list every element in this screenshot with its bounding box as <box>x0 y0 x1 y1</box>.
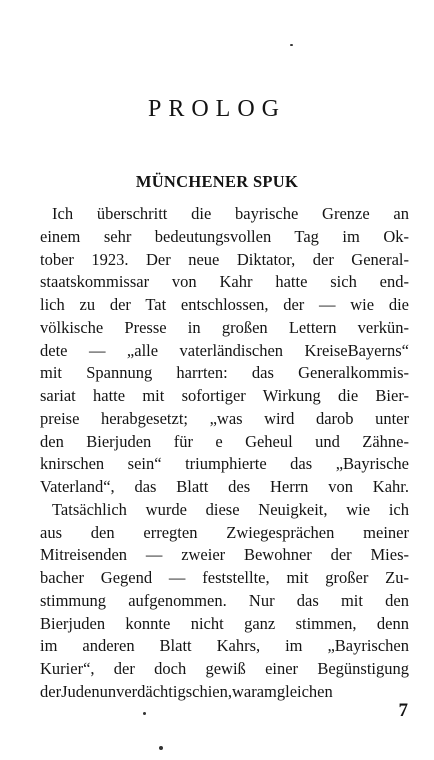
text-line: völkische Presse in großen Lettern verkün- <box>40 317 409 337</box>
text-line: Tatsächlich wurde diese Neuigkeit, wie ich <box>52 499 409 519</box>
ink-speck <box>159 746 163 750</box>
text-line: Bierjuden konnte nicht ganz stimmen, denn <box>40 613 409 633</box>
text-line: derJudenunverdächtigschien,waramgleichen <box>40 681 333 701</box>
text-line: Kurier“, der doch gewiß einer Begünstigung <box>40 659 409 678</box>
text-line: einem sehr bedeutungsvollen Tag im Ok- <box>40 226 409 246</box>
text-line: Mitreisenden — zweier Bewohner der Mies- <box>40 545 409 565</box>
text-line: preise herabgesetzt; „was wird darob unter <box>40 408 409 428</box>
text-line: staatskommissar von Kahr hatte sich end- <box>40 272 409 292</box>
chapter-title: PROLOG <box>147 96 286 122</box>
ink-speck <box>143 712 146 715</box>
text-line: stimmung aufgenommen. Nur das mit den <box>40 590 409 610</box>
text-line: dete — „alle vaterländischen KreiseBayerns“ <box>40 340 409 360</box>
text-line: den Bierjuden für e Geheul und Zähne- <box>40 431 409 451</box>
text-line: im anderen Blatt Kahrs, im „Bayrischen <box>40 636 409 656</box>
section-title: MÜNCHENER SPUK <box>135 172 299 191</box>
text-line: Ich überschritt die bayrische Grenze an <box>52 204 409 223</box>
text-line: aus den erregten Zwiegesprächen meiner <box>40 522 409 542</box>
text-line: mit Spannung harrten: das Generalkommis- <box>40 363 409 383</box>
text-line: Vaterland“, das Blatt des Herrn von Kahr. <box>40 477 409 496</box>
body-text <box>40 203 409 704</box>
text-line: tober 1923. Der neue Diktator, der General- <box>40 249 409 269</box>
page-number: 7 <box>398 700 408 721</box>
text-line: lich zu der Tat entschlossen, der — wie die <box>40 295 409 314</box>
text-line: knirschen sein“ triumphierte das „Bayrische <box>40 454 409 474</box>
text-line: bacher Gegend — feststellte, mit großer Zu- <box>40 568 409 587</box>
ink-speck <box>290 44 293 46</box>
text-line: sariat hatte mit sofortiger Wirkung die Bier- <box>40 386 409 405</box>
